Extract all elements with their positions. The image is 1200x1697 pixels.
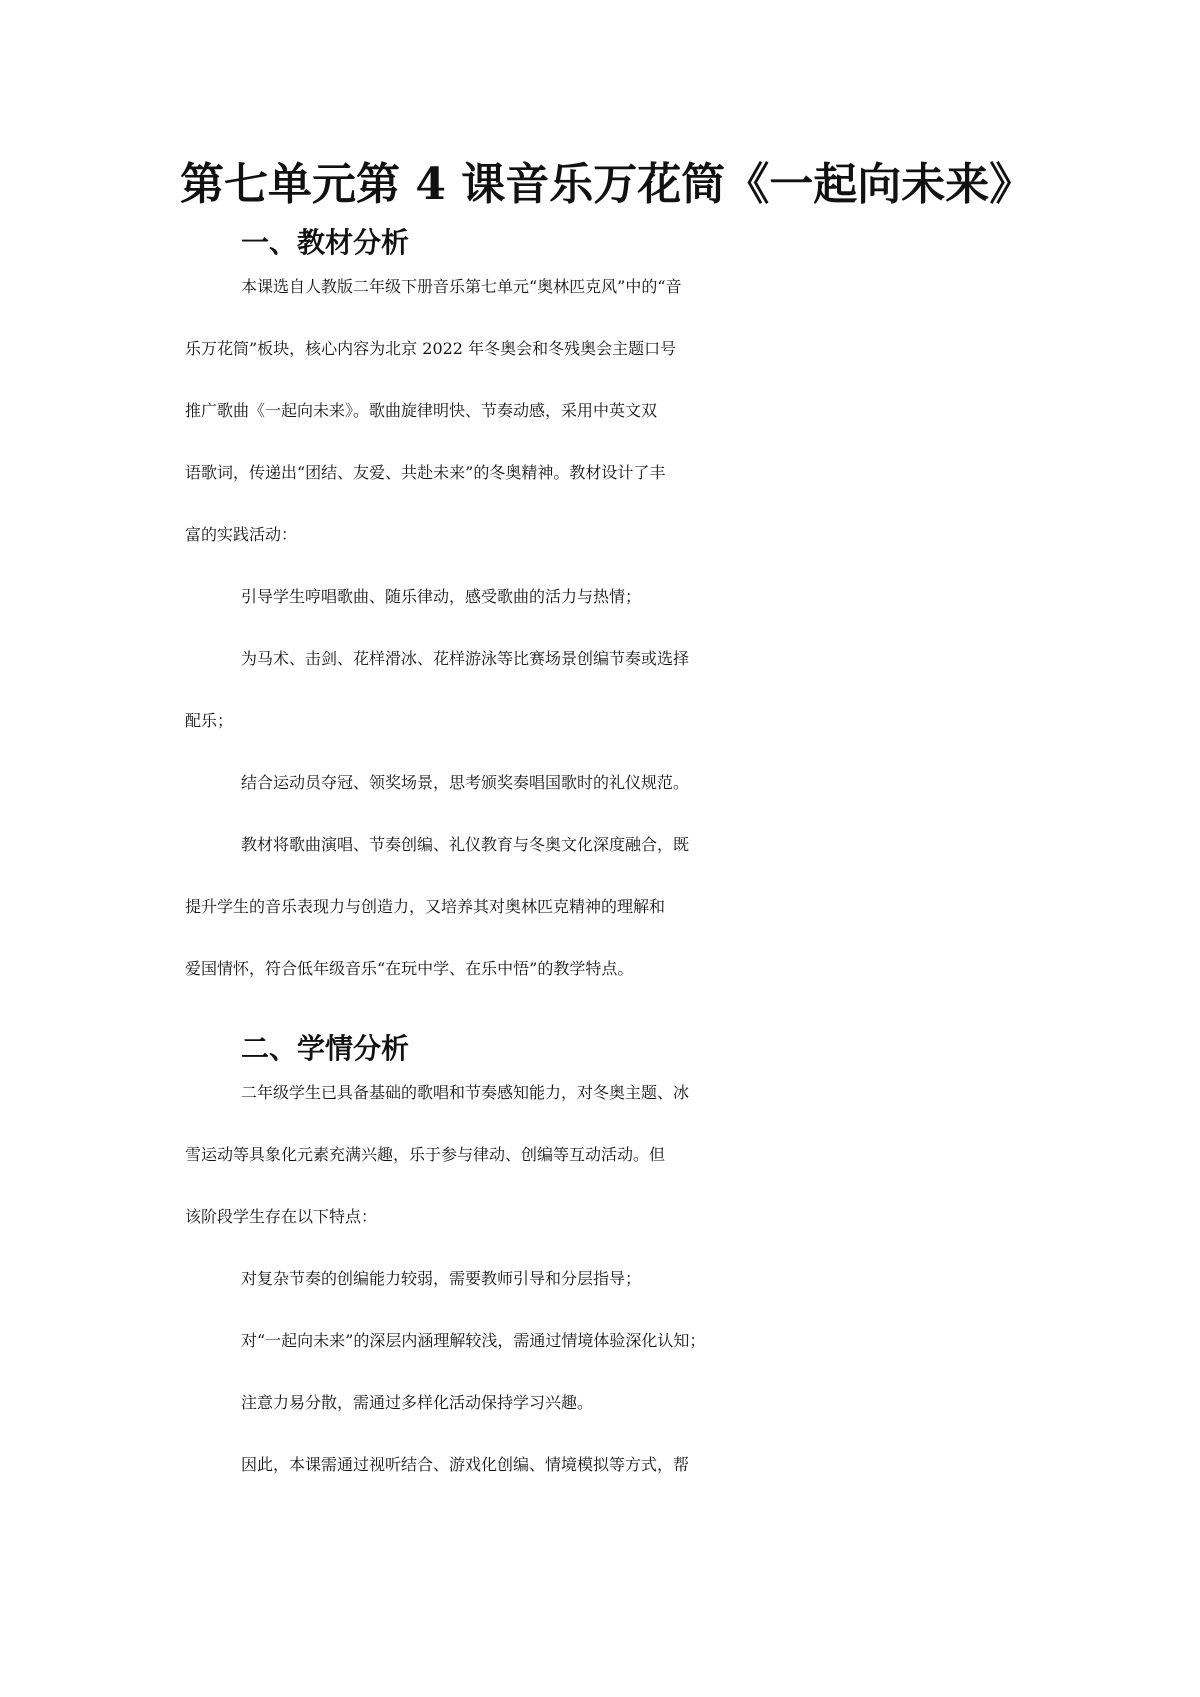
- text-line: 该阶段学生存在以下特点：: [185, 1207, 378, 1226]
- text-line: 语歌词，传递出“团结、友爱、共赴未来”的冬奥精神。教材设计了丰: [185, 463, 666, 482]
- text-line: 二年级学生已具备基础的歌唱和节奏感知能力，对冬奥主题、冰: [241, 1083, 690, 1102]
- text-line: 爱国情怀，符合低年级音乐“在玩中学、在乐中悟”的教学特点。: [185, 959, 634, 978]
- text-line: 教材将歌曲演唱、节奏创编、礼仪教育与冬奥文化深度融合，既: [241, 835, 690, 854]
- page-title: 第七单元第 4 课音乐万花筒《一起向未来》: [180, 159, 1034, 210]
- text-line: 富的实践活动：: [185, 525, 298, 544]
- text-line: 乐万花筒”板块，核心内容为北京 2022 年冬奥会和冬残奥会主题口号: [185, 339, 677, 358]
- text-line: 为马术、击剑、花样滑冰、花样游泳等比赛场景创编节奏或选择: [241, 649, 690, 668]
- text-line: 因此，本课需通过视听结合、游戏化创编、情境模拟等方式，帮: [241, 1455, 690, 1474]
- text-line: 注意力易分散，需通过多样化活动保持学习兴趣。: [241, 1393, 594, 1412]
- section-heading-textbook-analysis: 一、教材分析: [241, 226, 410, 259]
- text-line: 配乐；: [185, 711, 234, 730]
- document-body: [185, 212, 1031, 1514]
- section-body-student-analysis: [185, 1080, 1031, 1514]
- text-line: 引导学生哼唱歌曲、随乐律动，感受歌曲的活力与热情；: [241, 587, 642, 606]
- text-line: 结合运动员夺冠、领奖场景，思考颁奖奏唱国歌时的礼仪规范。: [241, 773, 690, 792]
- section-body-textbook-analysis: [185, 274, 1031, 1018]
- text-line: 对复杂节奏的创编能力较弱，需要教师引导和分层指导；: [241, 1269, 642, 1288]
- text-line: 本课选自人教版二年级下册音乐第七单元“奥林匹克风”中的“音: [241, 277, 682, 296]
- text-line: 对“一起向未来”的深层内涵理解较浅，需通过情境体验深化认知；: [241, 1331, 706, 1350]
- text-line: 雪运动等具象化元素充满兴趣，乐于参与律动、创编等互动活动。但: [185, 1145, 666, 1164]
- section-heading-student-analysis: 二、学情分析: [241, 1032, 410, 1065]
- text-line: 推广歌曲《一起向未来》。歌曲旋律明快、节奏动感，采用中英文双: [185, 401, 658, 420]
- text-line: 提升学生的音乐表现力与创造力，又培养其对奥林匹克精神的理解和: [185, 897, 666, 916]
